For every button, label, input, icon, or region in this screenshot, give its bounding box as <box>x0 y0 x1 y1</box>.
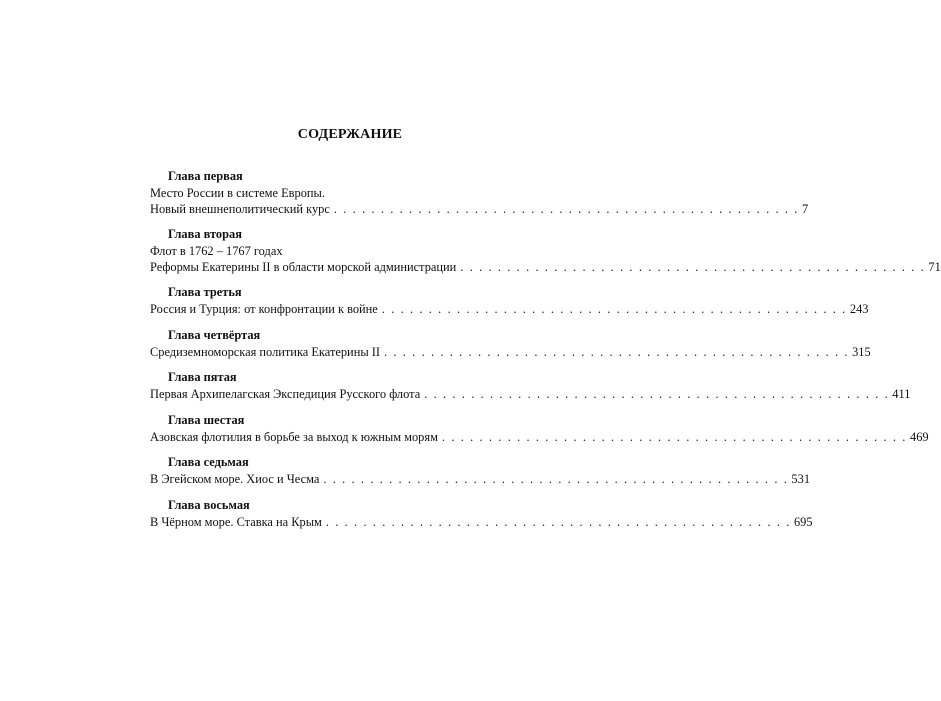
chapter-heading: Глава вторая <box>168 227 242 241</box>
toc-chapter <box>150 455 811 488</box>
dot-leader: . . . . . . . . . . . . . . . . . . . . . . . . . . . . . . . . . . . . . . . . . . . . . . . . . . <box>325 514 791 529</box>
toc-entry[interactable] <box>150 472 811 488</box>
page-number: 243 <box>849 302 869 316</box>
toc-entry[interactable] <box>150 201 809 218</box>
toc-chapter <box>150 412 929 446</box>
chapter-heading: Глава первая <box>168 169 243 183</box>
toc-chapter <box>150 169 809 217</box>
page-title: СОДЕРЖАНИЕ <box>297 127 403 142</box>
entry-title: В Чёрном море. Ставка на Крым <box>150 514 322 529</box>
page-number: 411 <box>892 387 911 401</box>
entry-title: В Эгейском море. Хиос и Чесма <box>150 472 320 486</box>
chapter-title-line: Флот в 1762 – 1767 годах <box>150 244 283 258</box>
chapter-title-line: Место России в системе Европы. <box>150 186 325 200</box>
dot-leader: . . . . . . . . . . . . . . . . . . . . . . . . . . . . . . . . . . . . . . . . . . . . . . . . . . <box>381 302 847 316</box>
entry-title: Реформы Екатерины II в области морской администрации <box>150 259 457 274</box>
entry-title: Средиземноморская политика Екатерины II <box>150 344 380 359</box>
chapter-heading: Глава шестая <box>168 412 245 427</box>
page-number: 695 <box>793 514 813 529</box>
page-number: 531 <box>791 472 811 486</box>
chapter-heading: Глава четвёртая <box>168 327 261 342</box>
chapter-heading: Глава восьмая <box>168 497 250 512</box>
toc-entry[interactable] <box>150 429 929 446</box>
dot-leader: . . . . . . . . . . . . . . . . . . . . . . . . . . . . . . . . . . . . . . . . . . . . . . . . . . <box>323 472 789 486</box>
page-number: 71 <box>928 259 941 274</box>
dot-leader: . . . . . . . . . . . . . . . . . . . . . . . . . . . . . . . . . . . . . . . . . . . . . . . . . . <box>424 387 890 401</box>
chapter-heading: Глава пятая <box>168 370 237 384</box>
toc-entry[interactable] <box>150 514 813 531</box>
dot-leader: . . . . . . . . . . . . . . . . . . . . . . . . . . . . . . . . . . . . . . . . . . . . . . . . . . <box>333 201 799 216</box>
page-number: 315 <box>852 344 871 359</box>
entry-title: Азовская флотилия в борьбе за выход к южным морям <box>150 429 438 444</box>
chapter-heading: Глава седьмая <box>168 455 249 469</box>
toc-chapter <box>150 497 813 531</box>
toc-entry[interactable] <box>150 302 869 318</box>
toc-chapter <box>150 370 911 403</box>
dot-leader: . . . . . . . . . . . . . . . . . . . . . . . . . . . . . . . . . . . . . . . . . . . . . . . . . . <box>441 429 907 444</box>
entry-title: Россия и Турция: от конфронтации к войне <box>150 302 378 316</box>
toc-chapter <box>150 227 941 275</box>
entry-title: Новый внешнеполитический курс <box>150 201 330 216</box>
chapter-heading: Глава третья <box>168 285 242 299</box>
toc-entry[interactable] <box>150 344 871 361</box>
toc-entry[interactable] <box>150 259 941 276</box>
toc-chapter <box>150 285 869 318</box>
dot-leader: . . . . . . . . . . . . . . . . . . . . . . . . . . . . . . . . . . . . . . . . . . . . . . . . . . <box>384 344 850 359</box>
entry-title: Первая Архипелагская Экспедиция Русского флота <box>150 387 421 401</box>
toc-chapter <box>150 327 871 361</box>
table-of-contents <box>150 169 941 540</box>
toc-entry[interactable] <box>150 387 911 403</box>
dot-leader: . . . . . . . . . . . . . . . . . . . . . . . . . . . . . . . . . . . . . . . . . . . . . . . . . . <box>460 259 926 274</box>
page-number: 469 <box>910 429 929 444</box>
page-number: 7 <box>801 201 809 216</box>
